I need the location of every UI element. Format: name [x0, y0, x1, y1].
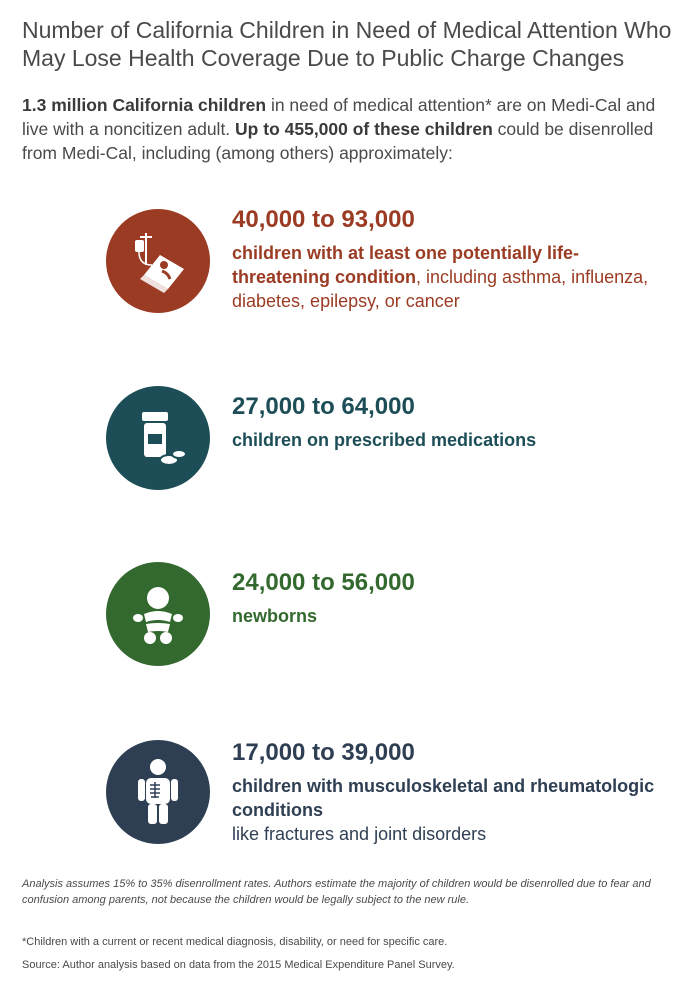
stat-description-rest: like fractures and joint disorders: [232, 824, 487, 844]
stat-description-bold: children with at least one potentially life-threatening condition: [232, 243, 580, 287]
stat-description-bold: children with musculoskeletal and rheumatologic conditions: [232, 776, 655, 820]
intro-bold-2: Up to 455,000 of these children: [235, 119, 493, 139]
stat-description: [232, 604, 672, 628]
patient-in-bed-icon: [106, 209, 210, 313]
stat-text-4: [232, 738, 672, 846]
stat-range: 40,000 to 93,000: [232, 206, 415, 233]
stat-description-bold: newborns: [232, 606, 318, 626]
footnote: *Children with a current or recent medical diagnosis, disability, or need for specific care.: [22, 936, 448, 948]
page-title: [22, 16, 682, 72]
stat-range: 24,000 to 56,000: [232, 569, 415, 596]
title-line-2: May Lose Health Coverage Due to Public Charge Changes: [22, 45, 625, 71]
intro-text-1: in need of medical attention* are on Medi-Cal and live with a noncitizen adult.: [22, 95, 656, 139]
stat-range: 17,000 to 39,000: [232, 739, 415, 766]
pill-bottle-icon: [106, 386, 210, 490]
stat-text-2: [232, 392, 672, 452]
skeleton-person-icon: [106, 740, 210, 844]
stat-range: 27,000 to 64,000: [232, 393, 415, 420]
intro-paragraph: [22, 93, 682, 165]
source-note: Source: Author analysis based on data from the 2015 Medical Expenditure Panel Survey.: [22, 959, 455, 971]
stat-description: [232, 774, 672, 846]
title-line-1: Number of California Children in Need of Medical Attention Who: [22, 17, 672, 43]
stat-description: [232, 241, 672, 313]
stat-text-3: [232, 568, 672, 628]
baby-icon: [106, 562, 210, 666]
stat-description: [232, 428, 672, 452]
methodology-note: Analysis assumes 15% to 35% disenrollment rates. Authors estimate the majority of children would be disenrolled due to fear and confusion among parents, not because the children would be legally subject to the new rule.: [22, 878, 651, 906]
stat-description-bold: children on prescribed medications: [232, 430, 537, 450]
stat-description-rest: , including asthma, influenza, diabetes, epilepsy, or cancer: [232, 267, 649, 311]
stat-text-1: [232, 205, 672, 313]
intro-bold-1: 1.3 million California children: [22, 95, 267, 115]
intro-text-2: could be disenrolled from Medi-Cal, including (among others) approximately:: [22, 119, 654, 163]
